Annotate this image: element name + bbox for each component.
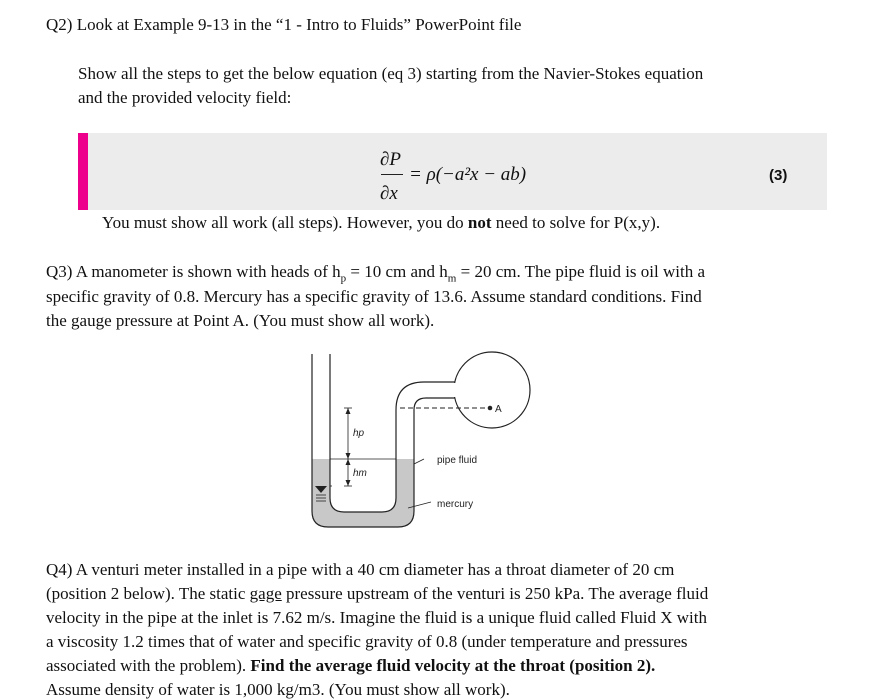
q4-line2-gage: gage	[249, 584, 282, 603]
q4-line2-a: (position 2 below). The static	[46, 584, 250, 603]
q4-line5-a: associated with the problem).	[46, 656, 251, 675]
equation-rhs: = ρ(−a²x − ab)	[409, 164, 527, 185]
equation-label: (3)	[769, 167, 788, 184]
tube-outer-wall	[312, 354, 456, 527]
point-a-dot	[488, 406, 493, 411]
q2-instruction-line2: and the provided velocity field:	[78, 88, 292, 107]
q4-line5	[46, 656, 655, 676]
q3-line2: specific gravity of 0.8. Mercury has a specific gravity of 13.6. Assume standard conditions. Find	[46, 287, 702, 306]
manometer-diagram	[296, 348, 536, 533]
q3-line1	[46, 262, 705, 288]
q2-heading: Q2) Look at Example 9-13 in the “1 - Intro to Fluids” PowerPoint file	[46, 15, 522, 34]
q2-note	[102, 213, 660, 233]
q3-line1-sub-m: m	[447, 272, 457, 285]
q3-line1-a: Q3) A manometer is shown with heads of h	[46, 262, 341, 281]
q3-line1-sub-p: p	[340, 272, 347, 285]
q4-line4: a viscosity 1.2 times that of water and specific gravity of 0.8 (under temperature and pressures	[46, 632, 688, 651]
hm-label: hm	[353, 468, 367, 479]
q3-line3: the gauge pressure at Point A. (You must show all work).	[46, 311, 435, 330]
q3-line1-b: = 10 cm and h	[346, 262, 448, 281]
q4-line2-b: pressure upstream of the venturi is 250 kPa. The average fluid	[281, 584, 709, 603]
q2-instruction-line1: Show all the steps to get the below equation (eq 3) starting from the Navier-Stokes equation	[78, 64, 704, 83]
equation-accent-bar	[78, 133, 88, 210]
equation-fraction-bar	[381, 174, 403, 175]
tube-inner-wall	[330, 354, 456, 512]
q3-line1-c: = 20 cm. The pipe fluid is oil with a	[456, 262, 706, 281]
q4-line1: Q4) A venturi meter installed in a pipe with a 40 cm diameter has a throat diameter of 20 cm	[46, 560, 675, 579]
q2-note-after: need to solve for P(x,y).	[491, 213, 661, 232]
q4-line3: velocity in the pipe at the inlet is 7.62 m/s. Imagine the fluid is a unique fluid called Fluid X with	[46, 608, 707, 627]
hp-label: hp	[353, 428, 365, 439]
q4-line2	[46, 584, 708, 604]
pipe-fluid-label: pipe fluid	[437, 455, 478, 466]
equation-denominator: ∂x	[380, 183, 398, 204]
q4-line5-bold: Find the average fluid velocity at the throat (position 2).	[250, 656, 656, 675]
mercury-label: mercury	[437, 499, 474, 510]
q2-note-bold: not	[467, 213, 492, 232]
q4-line6: Assume density of water is 1,000 kg/m3. (You must show all work).	[46, 680, 510, 699]
pipe-circle	[454, 352, 530, 428]
equation-numerator: ∂P	[380, 149, 401, 170]
point-a-label: A	[495, 404, 502, 415]
q2-note-before: You must show all work (all steps). However, you do	[102, 213, 468, 232]
